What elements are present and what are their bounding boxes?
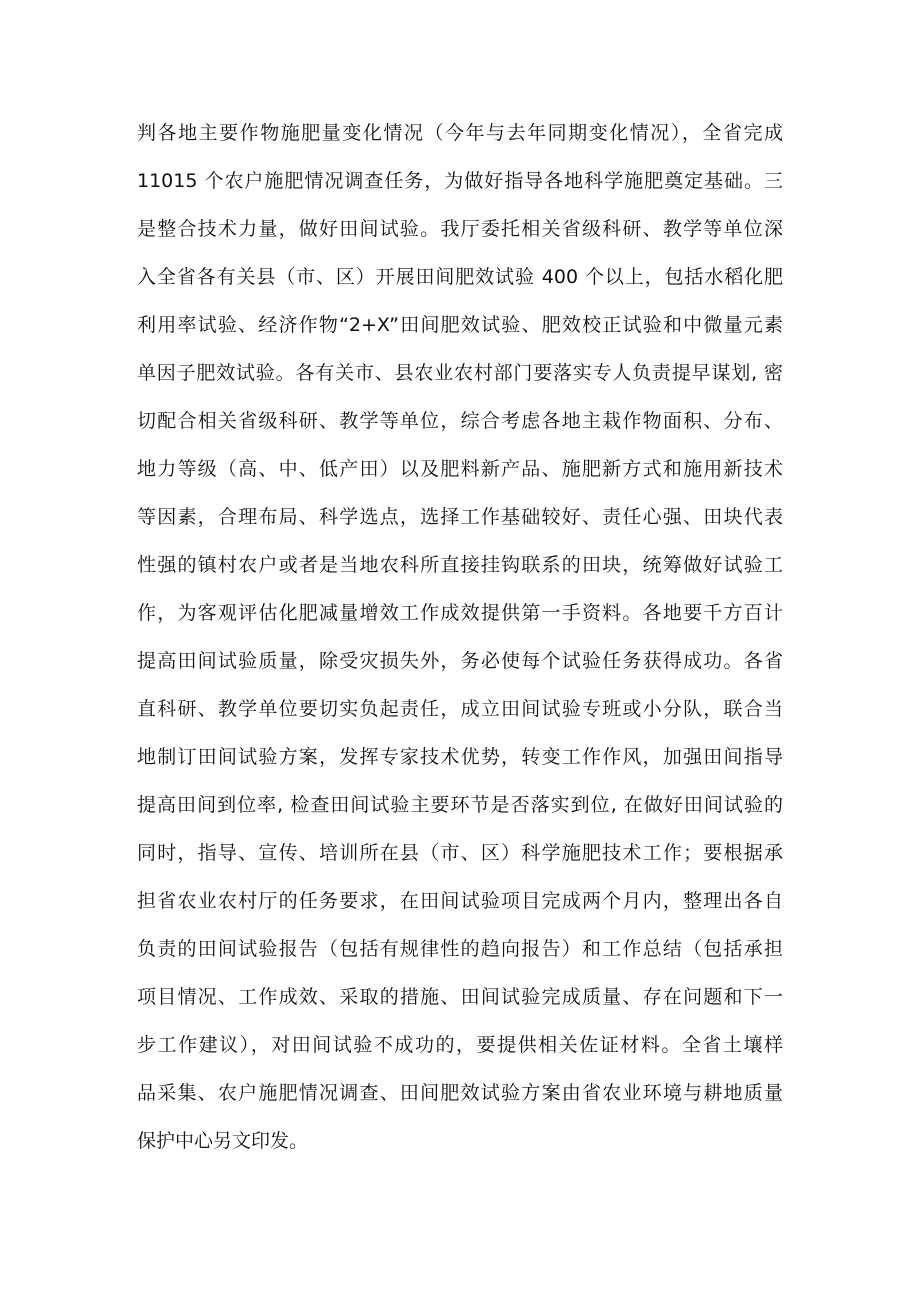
text-line: 品采集、农户施肥情况调查、田间肥效试验方案由省农业环境与耕地质量 xyxy=(137,1082,783,1104)
text-line: 步工作建议），对田间试验不成功的，要提供相关佐证材料。全省土壤样 xyxy=(137,1034,783,1056)
text-line: 入全省各有关县（市、区）开展田间肥效试验 400 个以上，包括水稻化肥 xyxy=(137,266,783,288)
text-line: 切配合相关省级科研、教学等单位，综合考虑各地主栽作物面积、分布、 xyxy=(137,410,783,432)
text-line: 提高田间到位率, 检查田间试验主要环节是否落实到位, 在做好田间试验的 xyxy=(137,794,783,816)
text-line: 项目情况、工作成效、采取的措施、田间试验完成质量、存在问题和下一 xyxy=(137,986,783,1008)
text-line: 地力等级（高、中、低产田）以及肥料新产品、施肥新方式和施用新技术 xyxy=(137,458,783,480)
text-line: 提高田间试验质量，除受灾损失外，务必使每个试验任务获得成功。各省 xyxy=(137,650,783,672)
document-body xyxy=(137,109,783,1165)
text-line: 等因素，合理布局、科学选点，选择工作基础较好、责任心强、田块代表 xyxy=(137,506,783,528)
text-line: 利用率试验、经济作物“2+X”田间肥效试验、肥效校正试验和中微量元素 xyxy=(137,314,783,336)
text-line: 11015 个农户施肥情况调查任务，为做好指导各地科学施肥奠定基础。三 xyxy=(137,170,783,192)
text-line: 是整合技术力量，做好田间试验。我厅委托相关省级科研、教学等单位深 xyxy=(137,218,783,240)
text-line: 担省农业农村厅的任务要求，在田间试验项目完成两个月内，整理出各自 xyxy=(137,890,783,912)
text-line: 单因子肥效试验。各有关市、县农业农村部门要落实专人负责提早谋划, 密 xyxy=(137,362,783,384)
text-line: 性强的镇村农户或者是当地农科所直接挂钩联系的田块，统筹做好试验工 xyxy=(137,554,783,576)
text-line: 作，为客观评估化肥减量增效工作成效提供第一手资料。各地要千方百计 xyxy=(137,602,783,624)
text-line: 同时，指导、宣传、培训所在县（市、区）科学施肥技术工作；要根据承 xyxy=(137,842,783,864)
text-line: 判各地主要作物施肥量变化情况（今年与去年同期变化情况），全省完成 xyxy=(137,122,783,144)
text-line: 直科研、教学单位要切实负起责任，成立田间试验专班或小分队，联合当 xyxy=(137,698,783,720)
text-line-last: 保护中心另文印发。 xyxy=(137,1130,309,1152)
text-line: 负责的田间试验报告（包括有规律性的趋向报告）和工作总结（包括承担 xyxy=(137,938,783,960)
text-line: 地制订田间试验方案，发挥专家技术优势，转变工作作风，加强田间指导 xyxy=(137,746,783,768)
